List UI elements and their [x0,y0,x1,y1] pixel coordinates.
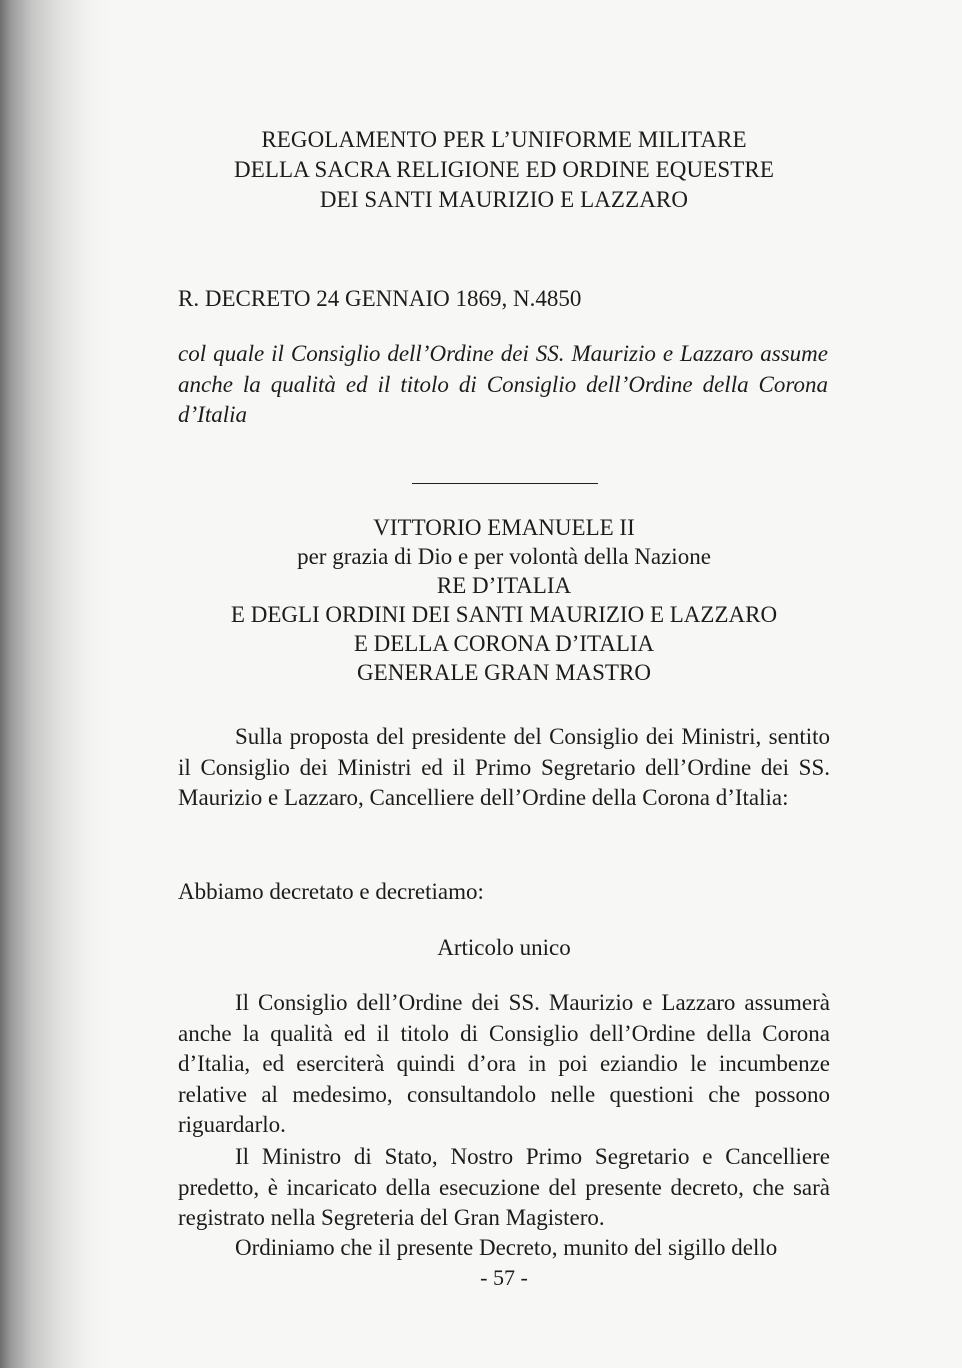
sovereign-line-1: VITTORIO EMANUELE II [373,515,635,540]
article-heading: Articolo unico [437,935,571,960]
sovereign-line-6: GENERALE GRAN MASTRO [357,660,651,685]
heading-line-3: DEI SANTI MAURIZIO E LAZZARO [319,187,689,212]
separator-rule [412,483,598,484]
article-paragraph-3: Ordiniamo che il presente Decreto, munito del sigillo dello [235,1235,778,1260]
preamble-paragraph: Sulla proposta del presidente del Consiglio dei Ministri, sentito il Consiglio dei Ministri ed il Primo Segretario dell’Ordine dei SS. Maurizio e Lazzaro, Cancelliere dell’Ordine della Corona d’Italia: [178,724,830,810]
sovereign-line-2: per grazia di Dio e per volontà della Nazione [297,544,711,569]
document-page [178,0,830,1368]
article-paragraph-2: Il Ministro di Stato, Nostro Primo Segretario e Cancelliere predetto, è incaricato della esecuzione del presente decreto, che sarà registrato nella Segreteria del Gran Magistero. [178,1144,830,1230]
decree-title: R. DECRETO 24 GENNAIO 1869, N.4850 [178,286,582,311]
decreed-formula: Abbiamo decretato e decretiamo: [178,879,484,904]
page-number: - 57 - [480,1265,528,1290]
article-paragraph-1: Il Consiglio dell’Ordine dei SS. Maurizio e Lazzaro assumerà anche la qualità ed il titolo di Consiglio dell’Ordine della Corona d’Italia, ed eserciterà quindi d’ora in poi eziandio le incumbenze relative al medesimo, consultandolo nelle questioni che possono riguardarlo. [178,990,830,1137]
sovereign-line-4: E DEGLI ORDINI DEI SANTI MAURIZIO E LAZZARO [230,602,778,627]
sovereign-line-5: E DELLA CORONA D’ITALIA [353,631,655,656]
sovereign-line-3: RE D’ITALIA [436,573,572,598]
decree-subtitle: col quale il Consiglio dell’Ordine dei SS. Maurizio e Lazzaro assume anche la qualità ed il titolo di Consiglio dell’Ordine della Corona d’Italia [178,341,828,427]
heading-line-1: REGOLAMENTO PER L’UNIFORME MILITARE [261,127,747,152]
heading-line-2: DELLA SACRA RELIGIONE ED ORDINE EQUESTRE [234,157,774,182]
binding-shadow [0,0,110,1368]
